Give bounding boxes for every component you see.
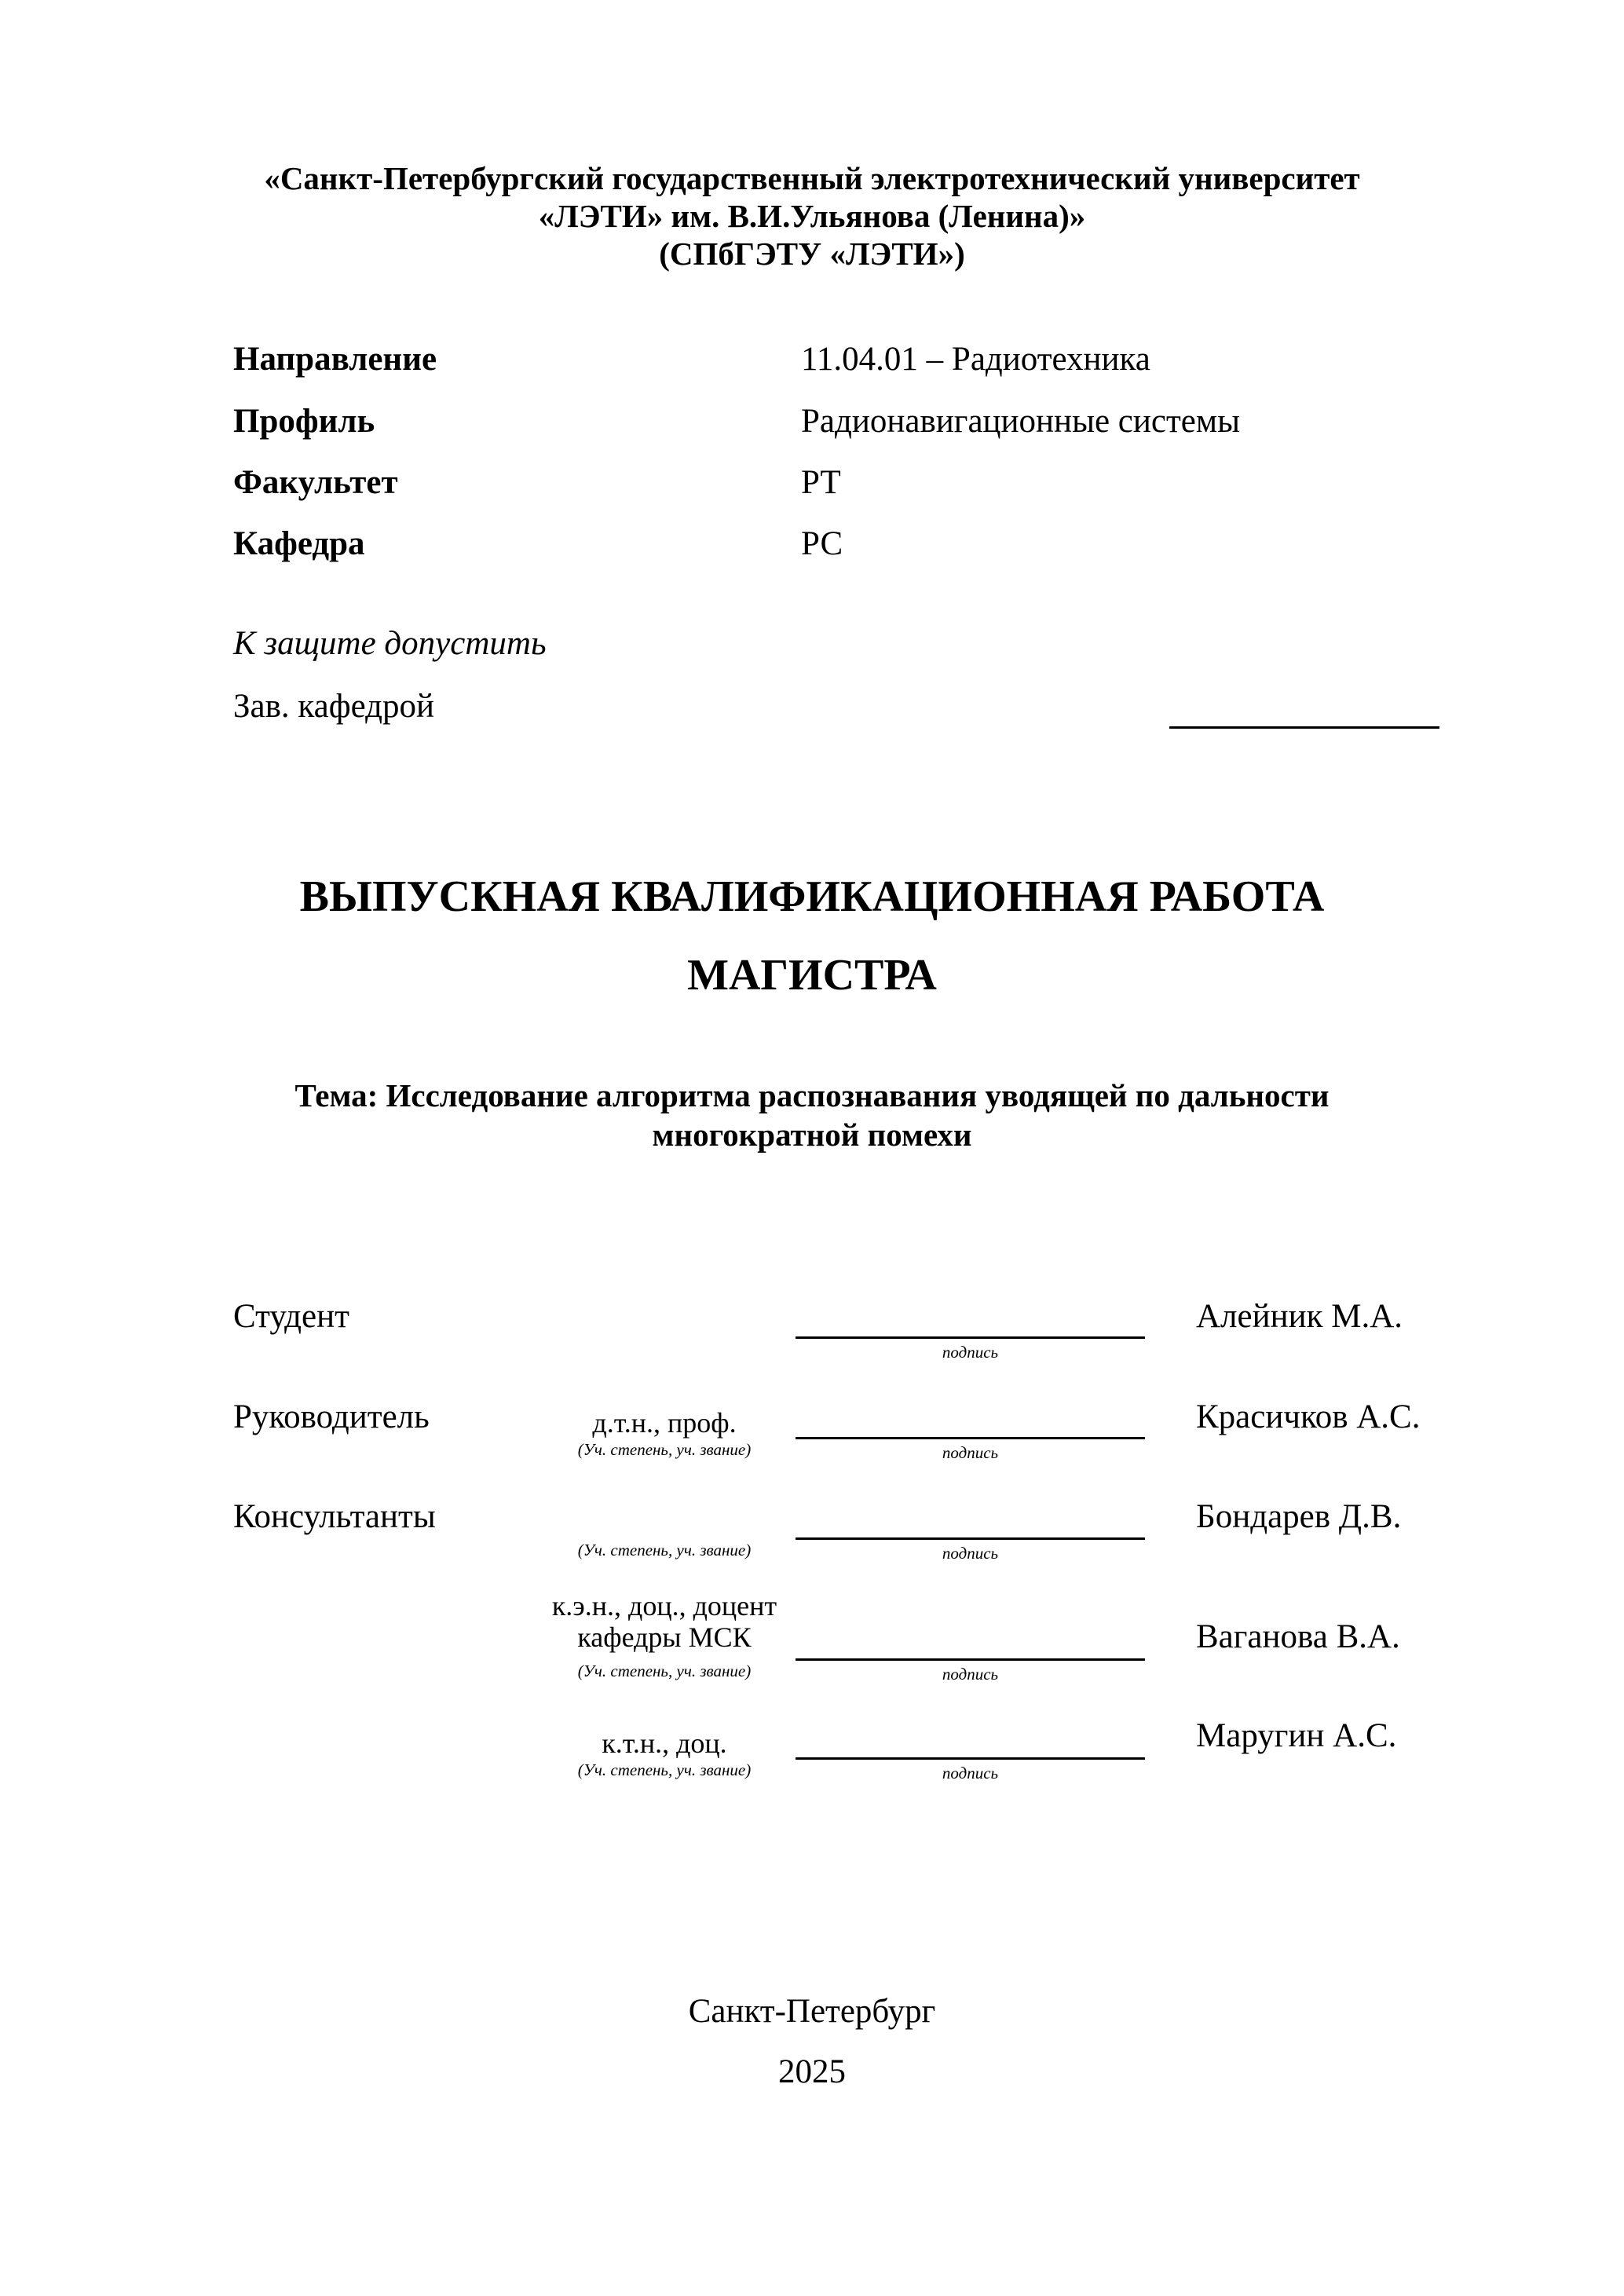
consultant-2-name: Ваганова В.А. (1196, 1618, 1400, 1655)
document-title-line-2: МАГИСТРА (687, 951, 937, 1000)
signature-line-consultant-3 (796, 1757, 1145, 1760)
topic-line-2: многократной помехи (652, 1117, 972, 1153)
role-supervisor: Руководитель (233, 1398, 430, 1435)
university-name (0, 159, 1624, 272)
university-line-1: «Санкт-Петербургский государственный электротехнический университет (264, 160, 1360, 196)
signature-line-student (796, 1336, 1145, 1339)
department-value: РС (801, 525, 843, 562)
direction-label: Направление (233, 341, 437, 378)
city: Санкт-Петербург (688, 1993, 936, 2030)
consultant-2-degree (515, 1590, 814, 1653)
topic-line-1: Тема: Исследование алгоритма распознавания уводящей по дальности (294, 1077, 1330, 1113)
consultant-2-degree-line-1: к.э.н., доц., доцент (551, 1590, 777, 1621)
head-signature-line (1169, 726, 1439, 729)
university-line-2: «ЛЭТИ» им. В.И.Ульянова (Ленина)» (538, 198, 1086, 234)
signature-line-consultant-2 (796, 1658, 1145, 1661)
consultant-3-degree: к.т.н., доц. (602, 1727, 727, 1759)
profile-value: Радионавигационные системы (801, 403, 1240, 440)
degree-caption: (Уч. степень, уч. звание) (577, 1440, 752, 1459)
consultant-1-name: Бондарев Д.В. (1196, 1498, 1402, 1535)
year: 2025 (778, 2053, 846, 2090)
consultant-2-degree-line-2: кафедры МСК (577, 1621, 752, 1653)
thesis-topic (0, 1076, 1624, 1154)
signature-caption: подпись (942, 1665, 999, 1684)
direction-value: 11.04.01 – Радиотехника (801, 341, 1150, 378)
department-label: Кафедра (233, 525, 365, 562)
signature-line-consultant-1 (796, 1537, 1145, 1540)
supervisor-name: Красичков А.С. (1196, 1398, 1421, 1435)
supervisor-degree: д.т.н., проф. (592, 1407, 737, 1439)
profile-label: Профиль (233, 403, 375, 440)
student-name: Алейник М.А. (1196, 1298, 1403, 1335)
faculty-value: РТ (801, 464, 841, 501)
consultant-3-name: Маругин А.С. (1196, 1717, 1397, 1754)
admit-to-defense: К защите допустить (233, 625, 547, 662)
signature-caption: подпись (942, 1544, 999, 1563)
university-line-3: (СПбГЭТУ «ЛЭТИ») (659, 236, 965, 272)
degree-caption: (Уч. степень, уч. звание) (577, 1760, 752, 1779)
head-of-department-label: Зав. кафедрой (233, 688, 435, 725)
degree-caption: (Уч. степень, уч. звание) (577, 1662, 752, 1680)
role-consultants: Консультанты (233, 1498, 436, 1535)
degree-caption: (Уч. степень, уч. звание) (577, 1541, 752, 1559)
role-student: Студент (233, 1298, 349, 1335)
signature-caption: подпись (942, 1343, 999, 1362)
signature-line-supervisor (796, 1437, 1145, 1439)
signature-caption: подпись (942, 1764, 999, 1782)
signature-caption: подпись (942, 1443, 999, 1462)
document-title-line-1: ВЫПУСКНАЯ КВАЛИФИКАЦИОННАЯ РАБОТА (299, 872, 1325, 921)
faculty-label: Факультет (233, 464, 398, 501)
